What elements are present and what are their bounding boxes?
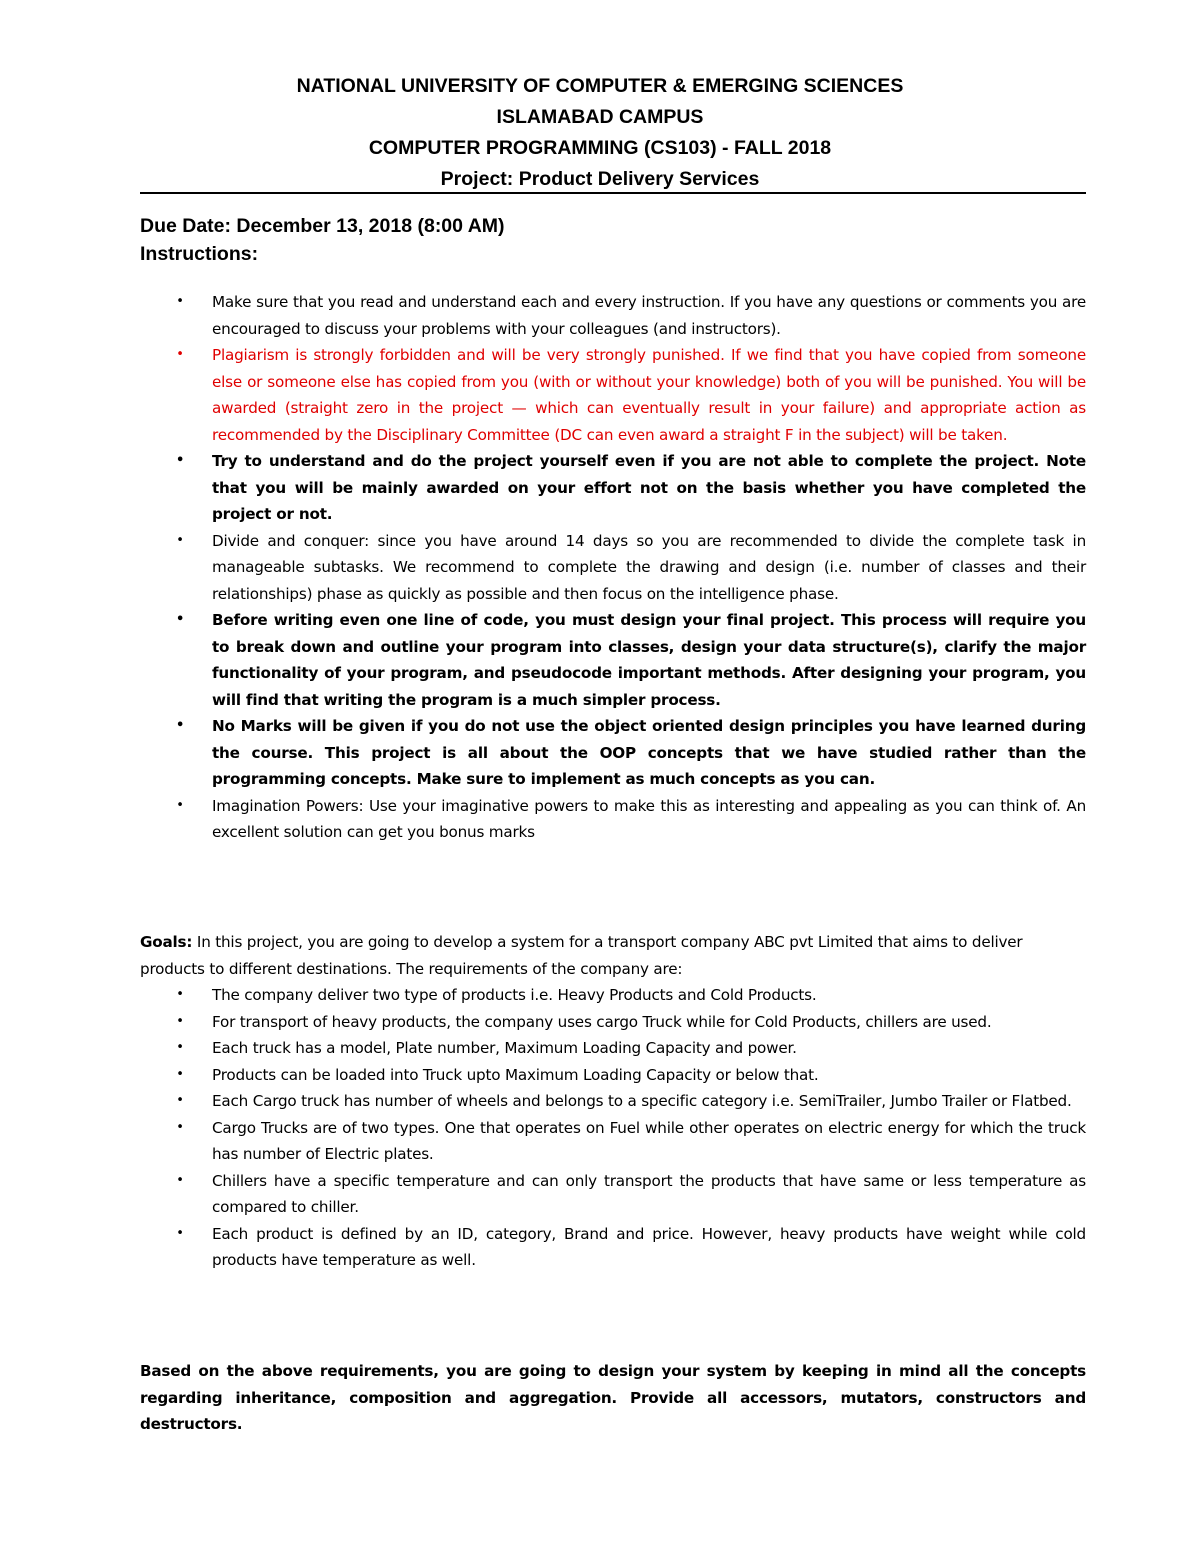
course-title: COMPUTER PROGRAMMING (CS103) - FALL 2018 [368, 137, 832, 159]
bullet-icon: • [176, 1119, 184, 1135]
bullet-icon: • [176, 797, 184, 813]
project-title: Project: Product Delivery Services [440, 168, 760, 190]
instruction-text: No Marks will be given if you do not use the object oriented design principles you have learned during the course. This project is all about the OOP concepts that we have studied rather than the programming concepts. Make sure to implement as much concepts as you can. [212, 717, 1086, 788]
goals-label: Goals: [140, 933, 193, 951]
requirement-text: Cargo Trucks are of two types. One that operates on Fuel while other operates on electric energy for which the truck has number of Electric plates. [212, 1118, 1086, 1163]
bullet-icon: • [176, 294, 184, 309]
requirement-text: Each product is defined by an ID, category, Brand and price. However, heavy products have weight while cold products have temperature as well. [212, 1224, 1086, 1269]
requirement-item [140, 1168, 1086, 1221]
bullet-icon: • [176, 987, 184, 1002]
requirement-text: Chillers have a specific temperature and can only transport the products that have same or less temperature as compared to chiller. [212, 1171, 1086, 1216]
goals-text: In this project, you are going to develop a system for a transport company ABC pvt Limited that aims to deliver products to different destinations. The requirements of the company are: [140, 933, 1023, 978]
instruction-item-imagination [140, 793, 1086, 846]
instructions-list [140, 289, 1086, 846]
instruction-item-divide [140, 528, 1086, 608]
due-date: Due Date: December 13, 2018 (8:00 AM) [140, 215, 505, 237]
bullet-icon: • [176, 1225, 184, 1241]
campus-name: ISLAMABAD CAMPUS [496, 106, 704, 128]
requirement-text: For transport of heavy products, the company uses cargo Truck while for Cold Products, chillers are used. [212, 1012, 992, 1031]
instruction-item-plagiarism [140, 342, 1086, 448]
bullet-icon: • [175, 612, 185, 627]
instruction-text: Try to understand and do the project yourself even if you are not able to complete the project. Note that you will be mainly awarded on your effort not on the basis whether you have completed the project or not. [212, 452, 1086, 523]
closing-paragraph: Based on the above requirements, you are going to design your system by keeping in mind all the concepts regarding inheritance, composition and aggregation. Provide all accessors, mutators, constructors and destructors. [140, 1362, 1086, 1433]
instruction-text: Plagiarism is strongly forbidden and will be very strongly punished. If we find that you have copied from someone else or someone else has copied from you (with or without your knowledge) both of you will be punished. You will be awarded (straight zero in the project — which can eventually result in your failure) and appropriate action as recommended by the Disciplinary Committee (DC can even award a straight F in the subject) will be taken. [212, 346, 1086, 444]
instruction-item-read [140, 289, 1086, 342]
bullet-icon: • [176, 1066, 184, 1082]
requirement-text: The company deliver two type of products i.e. Heavy Products and Cold Products. [212, 986, 817, 1004]
requirement-text: Each truck has a model, Plate number, Maximum Loading Capacity and power. [212, 1039, 797, 1057]
goals-paragraph [140, 929, 1086, 982]
instruction-text: Make sure that you read and understand each and every instruction. If you have any questions or comments you are encouraged to discuss your problems with your colleagues (and instructors). [212, 293, 1086, 338]
requirement-item [140, 1088, 1086, 1115]
bullet-icon: • [176, 1093, 184, 1108]
requirements-list [140, 982, 1086, 1274]
requirement-text: Products can be loaded into Truck upto Maximum Loading Capacity or below that. [212, 1065, 819, 1084]
header-divider [140, 192, 1086, 194]
bullet-icon: • [175, 718, 185, 733]
requirement-item [140, 1221, 1086, 1274]
bullet-icon: • [175, 453, 185, 468]
requirement-text: Each Cargo truck has number of wheels and belongs to a specific category i.e. SemiTrailer, Jumbo Trailer or Flatbed. [212, 1092, 1072, 1110]
bullet-icon: • [176, 1013, 184, 1029]
requirement-item [140, 1062, 1086, 1089]
instruction-item-oop [140, 713, 1086, 793]
instruction-item-effort [140, 448, 1086, 528]
requirement-item [140, 1009, 1086, 1036]
bullet-icon: • [176, 347, 184, 362]
requirement-item [140, 982, 1086, 1009]
requirement-item [140, 1035, 1086, 1062]
instruction-item-design [140, 607, 1086, 713]
university-name: NATIONAL UNIVERSITY OF COMPUTER & EMERGING SCIENCES [296, 75, 904, 97]
bullet-icon: • [176, 1040, 184, 1055]
bullet-icon: • [176, 1172, 184, 1188]
requirement-item [140, 1115, 1086, 1168]
instruction-text: Imagination Powers: Use your imaginative powers to make this as interesting and appealing as you can think of. An excellent solution can get you bonus marks [212, 796, 1086, 841]
instruction-text: Divide and conquer: since you have around 14 days so you are recommended to divide the complete task in manageable subtasks. We recommend to complete the drawing and design (i.e. number of classes and their relationships) phase as quickly as possible and then focus on the intelligence phase. [212, 531, 1086, 603]
bullet-icon: • [176, 532, 184, 548]
instructions-heading: Instructions: [140, 243, 259, 265]
document-header [112, 71, 1088, 195]
instruction-text: Before writing even one line of code, you must design your final project. This process will require you to break down and outline your program into classes, design your data structure(s), clarify the major functionality of your program, and pseudocode important methods. After designing your program, you will find that writing the program is a much simpler process. [212, 611, 1086, 709]
